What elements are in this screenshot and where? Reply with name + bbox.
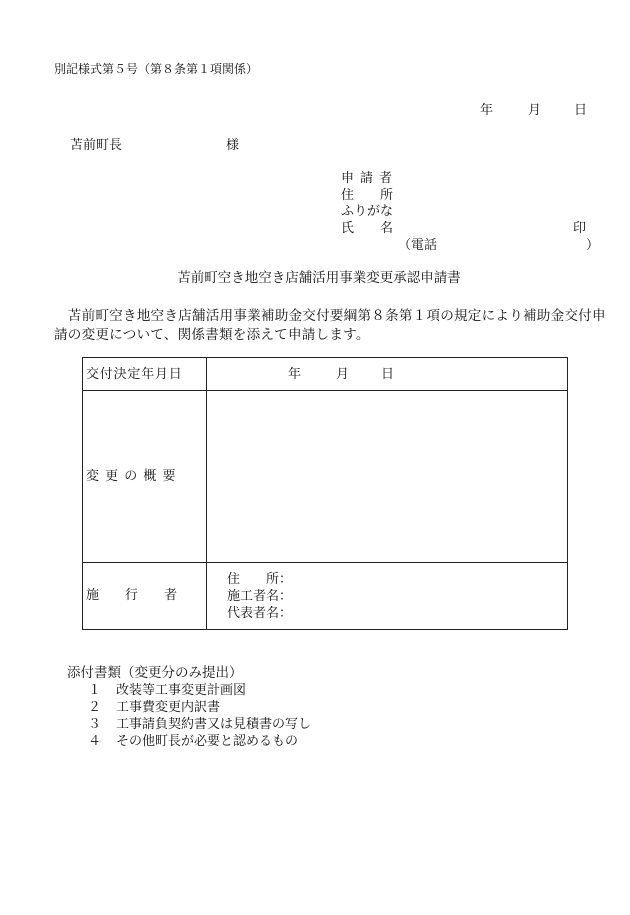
applicant-furigana-label: ふりがな	[341, 204, 394, 219]
applicant-name-label: 氏 名	[341, 221, 394, 236]
decision-date-day: 日	[381, 367, 395, 382]
seal-mark: 印	[573, 221, 587, 236]
change-summary-field[interactable]	[211, 396, 561, 556]
attachment-item	[0, 735, 630, 751]
date-day: 日	[574, 103, 588, 118]
attachment-item	[0, 718, 630, 734]
table-row-divider	[83, 390, 567, 391]
phone-open: （電話	[398, 238, 438, 253]
attachment-number: ４	[88, 734, 102, 749]
addressee-honorific: 様	[226, 138, 240, 153]
date-month: 月	[528, 103, 542, 118]
form-number: 別記様式第５号（第８条第１項関係）	[54, 62, 259, 76]
decision-date-label: 交付決定年月日	[86, 367, 183, 382]
attachment-number: ２	[88, 700, 102, 715]
attachment-text: 工事費変更内訳書	[116, 700, 221, 715]
applicant-address-label: 住 所	[341, 188, 394, 203]
attachment-text: 改装等工事変更計画図	[116, 683, 247, 698]
change-summary-label: 変 更 の 概 要	[86, 469, 177, 484]
applicant-block	[0, 0, 630, 260]
document-title: 苫前町空き地空き店舗活用事業変更承認申請書	[177, 270, 461, 286]
table-column-divider	[206, 358, 207, 629]
attachment-number: ３	[88, 717, 102, 732]
applicant-role: 申請者	[341, 171, 399, 186]
contractor-label: 施 行 者	[86, 588, 178, 603]
change-table	[82, 357, 568, 630]
decision-date-month: 月	[336, 367, 350, 382]
date-year: 年	[480, 103, 494, 118]
body-paragraph: 苫前町空き地空き店舗活用事業補助金交付要綱第８条第１項の規定により補助金交付申請の変更について、関係書類を添えて申請します。	[54, 308, 606, 343]
attachment-text: その他町長が必要と認めるもの	[116, 734, 299, 749]
representative-label: 代表者名：	[227, 606, 293, 621]
contractor-name-label: 施工者名：	[227, 589, 293, 604]
attachment-text: 工事請負契約書又は見積書の写し	[116, 717, 312, 732]
attachment-number: １	[88, 683, 102, 698]
addressee-name: 苫前町長	[70, 138, 123, 153]
decision-date-year: 年	[288, 367, 302, 382]
attachment-item	[0, 684, 630, 700]
phone-close: ）	[586, 238, 600, 253]
attachments-title: 添付書類（変更分のみ提出）	[67, 665, 243, 681]
contractor-address-label: 住 所：	[227, 572, 293, 587]
table-row-divider	[83, 562, 567, 563]
attachment-item	[0, 701, 630, 717]
